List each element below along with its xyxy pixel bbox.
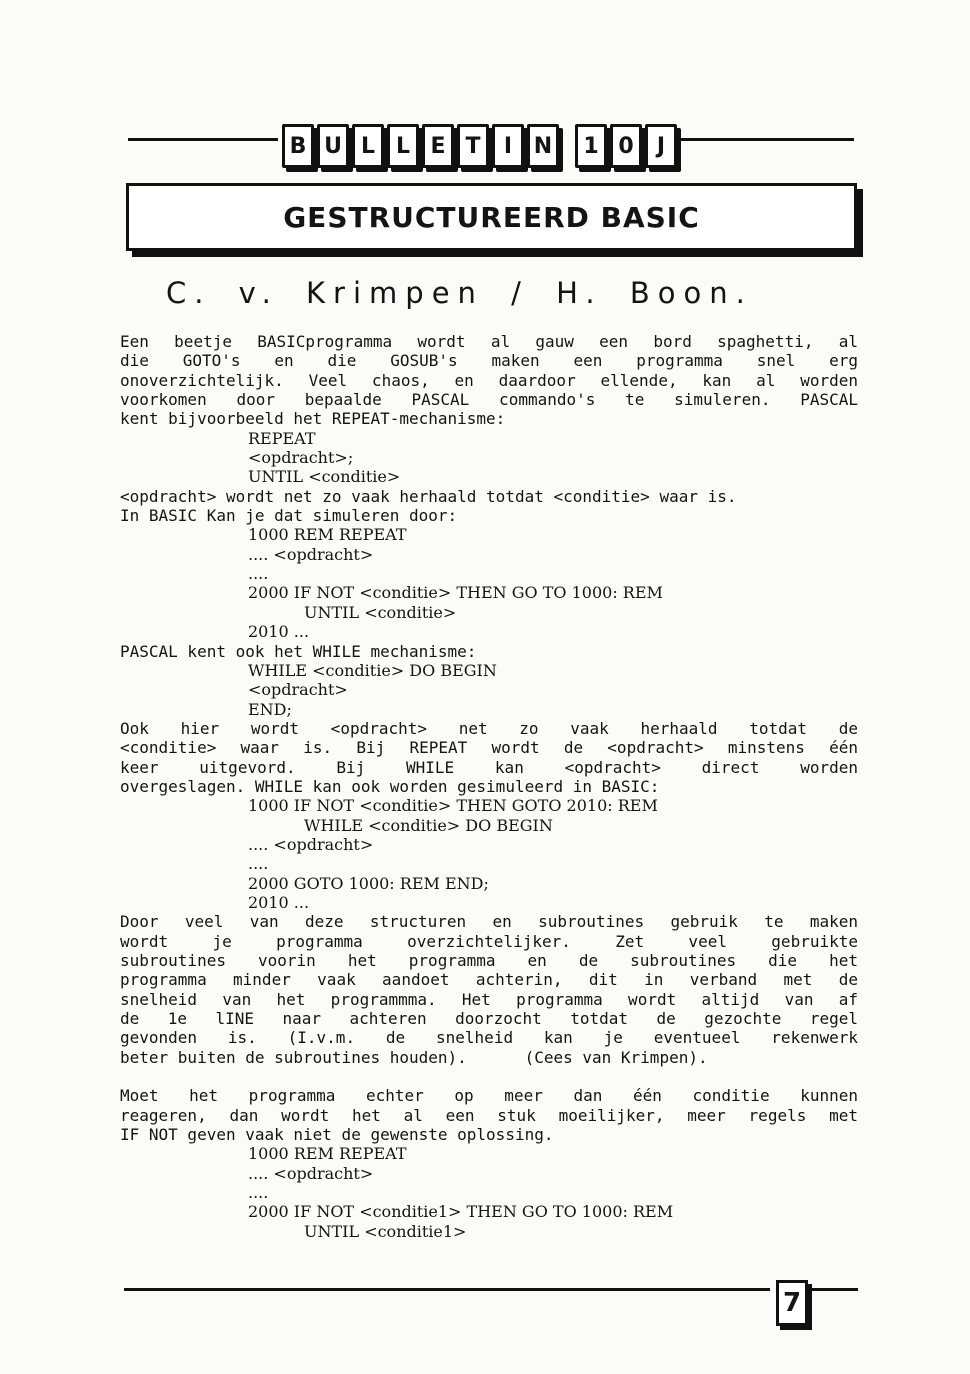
text-line: beter buiten de subroutines houden). (Cees van Krimpen).: [120, 1047, 708, 1067]
text-line: Ook hier wordt <opdracht> net zo vaak herhaald totdat de: [120, 718, 858, 738]
masthead-letter-tile: L: [352, 124, 384, 168]
masthead-letter-tile: I: [492, 124, 524, 168]
text-line: Moet het programma echter op meer dan één conditie kunnen: [120, 1086, 858, 1106]
text-line: kent bijvoorbeeld het REPEAT-mechanisme:: [120, 409, 506, 429]
text-line: keer uitgevord. Bij WHILE kan <opdracht> direct worden: [120, 757, 858, 777]
text-line: Door veel van deze structuren en subroutines gebruik te maken: [120, 912, 858, 932]
text-line: overgeslagen. WHILE kan ook worden gesimuleerd in BASIC:: [120, 776, 660, 796]
text-line: gevonden is. (I.v.m. de snelheid kan je eventueel rekenwerk: [120, 1028, 858, 1048]
masthead-letter-tile: L: [387, 124, 419, 168]
code-line: UNTIL <conditie>: [248, 467, 401, 487]
text-line: <conditie> waar is. Bij REPEAT wordt de <opdracht> minstens één: [120, 738, 858, 758]
code-line: 2000 GOTO 1000: REM END;: [248, 873, 489, 893]
masthead-letter-tile: J: [645, 124, 677, 168]
article-authors: C. v. Krimpen / H. Boon.: [166, 276, 753, 310]
text-line: de 1e lINE naar achteren doorzocht totdat de gezochte regel: [120, 1009, 858, 1029]
text-line: programma minder vaak aandoet achterin, dit in verband met de: [120, 970, 858, 990]
text-line: Een beetje BASICprogramma wordt al gauw een bord spaghetti, al: [120, 332, 858, 351]
code-line: <opdracht>;: [248, 448, 354, 468]
text-line: subroutines voorin het programma en de subroutines die het: [120, 951, 858, 970]
text-line: snelheid van het programmma. Het programma wordt altijd van af: [120, 989, 858, 1009]
masthead-letter-tile: 0: [610, 124, 642, 168]
article-title: GESTRUCTUREERD BASIC: [126, 183, 857, 251]
text-line: <opdracht> wordt net zo vaak herhaald totdat <conditie> waar is.: [120, 486, 737, 506]
text-line: voorkomen door bepaalde PASCAL commando's te simuleren. PASCAL: [120, 390, 858, 410]
code-line: 1000 IF NOT <conditie> THEN GOTO 2010: REM: [248, 796, 658, 816]
text-line: wordt je programma overzichtelijker. Zet veel gebruikte: [120, 931, 858, 951]
top-rule-left: [128, 138, 278, 141]
code-line: 2000 IF NOT <conditie> THEN GO TO 1000: REM: [248, 583, 663, 603]
code-line: END;: [248, 699, 292, 719]
code-line: 2000 IF NOT <conditie1> THEN GO TO 1000: REM: [248, 1202, 674, 1222]
text-line: PASCAL kent ook het WHILE mechanisme:: [120, 641, 477, 661]
code-line: <opdracht>: [248, 680, 348, 700]
code-line: 2010 ...: [248, 892, 310, 912]
code-line: ....: [248, 564, 269, 584]
masthead-letter-tile: N: [527, 124, 559, 168]
masthead-letter-tile: T: [457, 124, 489, 168]
code-line: .... <opdracht>: [248, 544, 374, 564]
text-line: onoverzichtelijk. Veel chaos, en daardoor ellende, kan al worden: [120, 370, 858, 390]
code-line: .... <opdracht>: [248, 1163, 374, 1183]
text-line: die GOTO's en die GOSUB's maken een programma snel erg: [120, 351, 858, 371]
code-line: .... <opdracht>: [248, 834, 374, 854]
masthead-letter-tile: B: [282, 124, 314, 168]
bottom-rule-right: [810, 1288, 858, 1291]
text-line: In BASIC Kan je dat simuleren door:: [120, 506, 458, 526]
page-number: 7: [776, 1280, 808, 1326]
code-line: 1000 REM REPEAT: [248, 1144, 407, 1164]
masthead-letter-tile: E: [422, 124, 454, 168]
text-line: IF NOT geven vaak niet de gewenste oplossing.: [120, 1125, 554, 1145]
text-line: [120, 1067, 858, 1086]
code-line: ....: [248, 1183, 269, 1203]
code-line: 1000 REM REPEAT: [248, 525, 407, 545]
code-line: WHILE <conditie> DO BEGIN: [248, 660, 497, 680]
code-line: UNTIL <conditie>: [304, 602, 457, 622]
bulletin-masthead: [282, 124, 677, 168]
code-line: UNTIL <conditie1>: [304, 1221, 467, 1241]
code-line: 2010 ...: [248, 622, 310, 642]
text-line: reageren, dan wordt het al een stuk moeilijker, meer regels met: [120, 1105, 858, 1125]
code-line: REPEAT: [248, 428, 316, 448]
article-body: [120, 332, 858, 1241]
masthead-letter-tile: 1: [575, 124, 607, 168]
masthead-letter-tile: U: [317, 124, 349, 168]
code-line: WHILE <conditie> DO BEGIN: [304, 815, 553, 835]
bottom-rule: [124, 1288, 770, 1291]
code-line: ....: [248, 854, 269, 874]
top-rule-right: [668, 138, 854, 141]
